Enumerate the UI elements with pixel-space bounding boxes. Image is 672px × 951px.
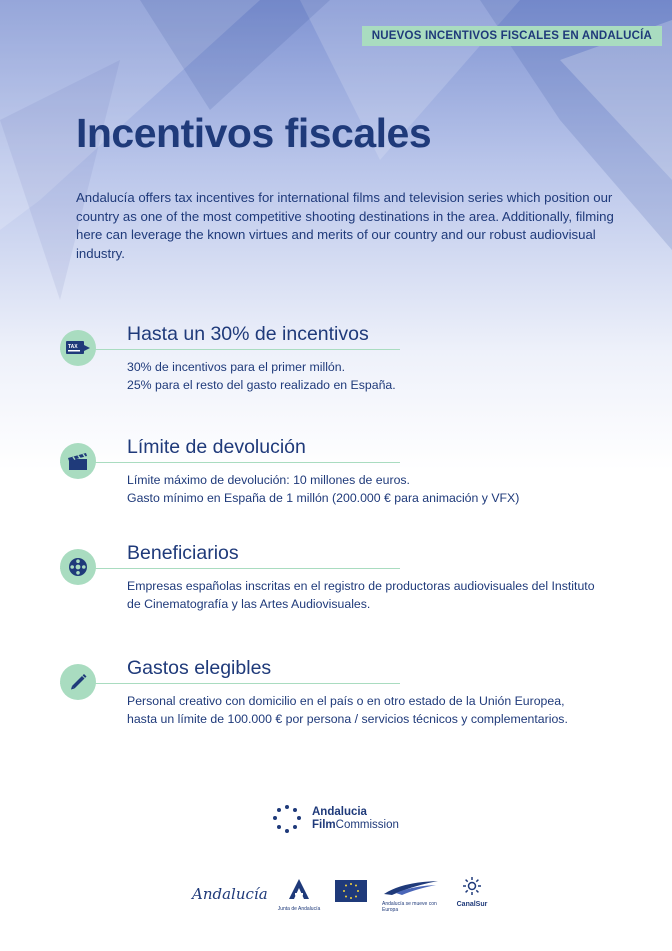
section-rule xyxy=(60,683,400,684)
section-rule xyxy=(60,568,400,569)
section-title: Hasta un 30% de incentivos xyxy=(127,323,369,345)
dots-logo-icon xyxy=(270,804,304,834)
section-rule xyxy=(60,349,400,350)
section-line: 25% para el resto del gasto realizado en España. xyxy=(127,378,396,392)
eu-flag-icon xyxy=(335,880,367,902)
footer-logos xyxy=(190,876,490,916)
junta-a-icon xyxy=(288,878,310,900)
pencil-icon xyxy=(60,664,96,700)
tax-refund-icon xyxy=(60,330,96,366)
section-body xyxy=(127,358,597,394)
section-beneficiaries xyxy=(60,542,620,639)
header-tag: NUEVOS INCENTIVOS FISCALES EN ANDALUCÍA xyxy=(362,26,662,46)
film-commission-line1: Andalucia xyxy=(312,806,367,818)
film-commission-logo xyxy=(270,804,399,834)
section-line: 30% de incentivos para el primer millón. xyxy=(127,360,346,374)
section-line: Gasto mínimo en España de 1 millón (200.000 € para animación y VFX) xyxy=(127,491,520,505)
section-eligible-expenses xyxy=(60,657,620,754)
section-line: Personal creativo con domicilio en el país o en otro estado de la Unión Europea, hasta un límite de 100.000 € por persona / servicios técnicos y complementarios. xyxy=(127,694,568,726)
junta-logo: Junta de Andalucía xyxy=(274,878,324,912)
intro-paragraph: Andalucía offers tax incentives for international films and television series which position our country as one of the most competitive shooting destinations in the area. Additionally, filming here can leverage the known virtues and merits of our country and our robust audiovisual industry. xyxy=(76,190,614,261)
section-body xyxy=(127,692,597,728)
section-rule xyxy=(60,462,400,463)
film-commission-line2: FilmCommission xyxy=(312,819,399,831)
section-title: Beneficiarios xyxy=(127,542,239,564)
section-body xyxy=(127,471,597,507)
clapperboard-icon xyxy=(60,443,96,479)
page-title: Incentivos fiscales xyxy=(76,110,432,156)
canalsur-logo: CanalSur xyxy=(454,876,490,908)
section-body xyxy=(127,577,597,613)
section-title: Gastos elegibles xyxy=(127,657,272,679)
section-line: Límite máximo de devolución: 10 millones de euros. xyxy=(127,473,410,487)
section-line: Empresas españolas inscritas en el registro de productoras audiovisuales del Instituto de Cinematografía y las Artes Audiovisuales. xyxy=(127,579,595,611)
sun-icon xyxy=(462,876,482,896)
section-incentives xyxy=(60,323,620,420)
section-refund-limit xyxy=(60,436,620,533)
svg-text:TAX: TAX xyxy=(68,344,78,350)
section-title: Límite de devolución xyxy=(127,436,306,458)
andalucia-logo: Andalucía xyxy=(192,885,268,903)
swoosh-icon xyxy=(382,880,440,896)
film-reel-icon xyxy=(60,549,96,585)
mueve-europa-logo: Andalucía se mueve con Europa xyxy=(382,880,440,913)
